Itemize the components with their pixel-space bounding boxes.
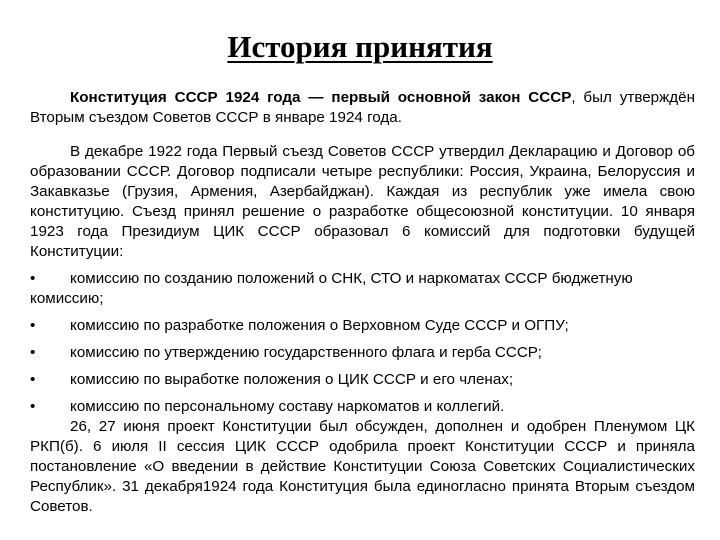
bullet-mark: • bbox=[30, 270, 36, 287]
history-paragraph: В декабре 1922 года Первый съезд Советов СССР утвердил Декларацию и Договор об образовании СССР. Договор подписали четыре республики: Россия, Украина, Белоруссия и Закавказье (Грузия, Армения, Азербайджан). Каждая из республик уже имела свою конституцию. Съезд принял решение о разработке общесоюзной конституции. 10 января 1923 года Президиум ЦИК СССР образовал 6 комиссий для подготовки будущей Конституции: bbox=[30, 143, 695, 260]
bullet-mark: • bbox=[30, 317, 36, 334]
list-item bbox=[30, 370, 695, 390]
list-item-text: комиссию по разработке положения о Верховном Суде СССР и ОГПУ; bbox=[70, 317, 569, 334]
list-item bbox=[30, 343, 695, 363]
intro-paragraph bbox=[30, 88, 695, 128]
bullet-mark: • bbox=[30, 398, 36, 415]
list-item-text: комиссию по выработке положения о ЦИК СССР и его членах; bbox=[70, 371, 514, 388]
commission-list bbox=[30, 269, 695, 417]
adoption-paragraph: 26, 27 июня проект Конституции был обсужден, дополнен и одобрен Пленумом ЦК РКП(б). 6 июля II сессия ЦИК СССР одобрила проект Конституции СССР и приняла постановление «О введении в действие Конституции Союза Советских Социалистических Республик». 31 декабря1924 года Конституция была единогласно принята Вторым съездом Советов. bbox=[30, 418, 695, 515]
intro-bold: Конституция СССР 1924 года — первый основной закон СССР bbox=[70, 89, 572, 106]
list-item bbox=[30, 397, 695, 417]
bullet-mark: • bbox=[30, 371, 36, 388]
bullet-mark: • bbox=[30, 344, 36, 361]
list-item-text: комиссию по утверждению государственного флага и герба СССР; bbox=[70, 344, 542, 361]
list-item-text: комиссию по созданию положений о СНК, СТО и наркоматах СССР бюджетную комиссию; bbox=[30, 270, 633, 307]
list-item-text: комиссию по персональному составу наркоматов и коллегий. bbox=[70, 398, 505, 415]
document-body bbox=[30, 88, 695, 517]
list-item bbox=[30, 316, 695, 336]
spacer bbox=[30, 128, 695, 142]
list-item bbox=[30, 269, 695, 309]
page-title: История принятия bbox=[227, 29, 493, 64]
intro-rest: , был утверждён Вторым съездом Советов СССР в январе 1924 года. bbox=[30, 89, 695, 126]
